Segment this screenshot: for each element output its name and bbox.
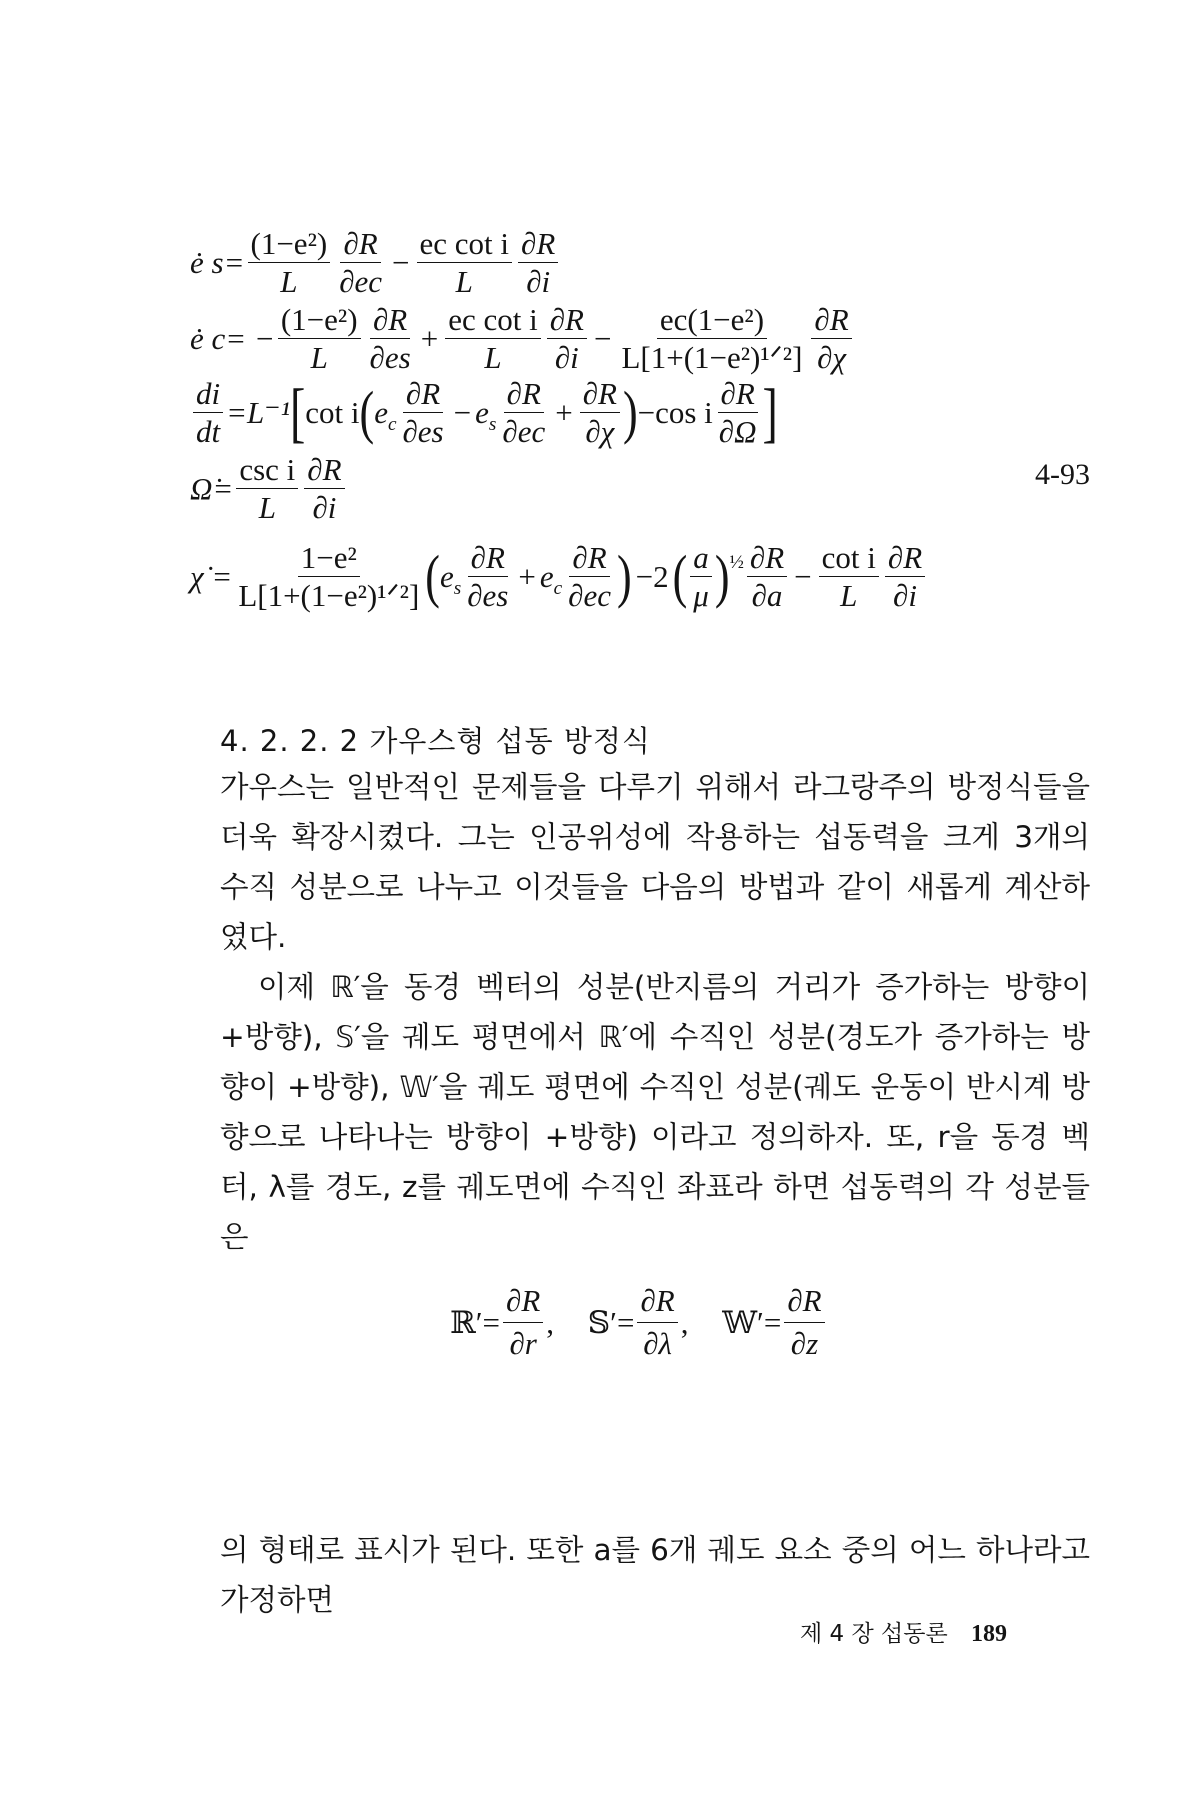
equation-chi-dot: χ̇ = $\frac{\text{1−e²}}{\text{L[1+(1−e²)¹ᐟ²]}}$ ( $e_s$ $\frac{\partial R}{\partial es}$ + $e_c$ $\frac{\partial R}{\partial ec}$ ) −2 ( $\frac{a}{\mu}$ ) $^{\frac{1}{2}}$ $\frac{\partial R}{\partial a}$ − $\frac{\text{cot i}}{L}$ $\frac{\partial R}{\partial i}$ (190, 542, 928, 611)
eq-chi-f-num: ∂R (885, 542, 925, 577)
section-title: 4. 2. 2. 2 가우스형 섭동 방정식 (220, 724, 651, 758)
eq-chi-a-den: ∂es (467, 578, 509, 613)
eq-ec-lhs: ė c= − (190, 321, 275, 356)
eq-es-t1-den: L (280, 264, 298, 299)
eq-chi-e-den: L (840, 578, 858, 613)
eq-di-rhs-start: =L⁻¹ (226, 395, 290, 430)
equation-ec-dot: ė c= − $\frac{\text{(1−e²)}}{L}$ $\frac{\partial R}{\partial es}$ + $\frac{\text{ec cot i}}{L}$ $\frac{\partial R}{\partial i}$ − $\frac{\text{ec(1−e²)}}{\text{L[1+(1−e²)¹ᐟ²]}}$ $\frac{\partial R}{\partial\chi}$ (190, 304, 855, 373)
eq-chi-t-den: L[1+(1−e²)¹ᐟ²] (238, 578, 420, 613)
eq-ec-t3-num: ec(1−e²) (657, 304, 767, 339)
comp-r-num: ∂R (503, 1283, 543, 1323)
paragraph-1: 가우스는 일반적인 문제들을 다루기 위해서 라그랑주의 방정식들을 더욱 확장시켰다. 그는 인공위성에 작용하는 섭동력을 크게 3개의 수직 성분으로 나누고 이것들을 다음의 방법과 같이 새롭게 계산하였다. (220, 770, 1090, 954)
eq-chi-lhs: χ̇ = (190, 559, 233, 594)
eq-di-cot: cot i (305, 395, 360, 430)
eq-chi-f-den: ∂i (893, 578, 917, 613)
eq-omega-d-num: ∂R (304, 454, 344, 489)
eq-es-t1-num: (1−e²) (248, 228, 331, 263)
comp-w-lhs: 𝕎′= (722, 1304, 782, 1340)
paragraph-3: 의 형태로 표시가 된다. 또한 a를 6개 궤도 요소 중의 어느 하나라고 가정하면 (220, 1533, 1090, 1617)
equation-omega-dot (190, 454, 348, 523)
comp-r-lhs: ℝ′= (450, 1304, 501, 1340)
eq-ec-t1-den: L (310, 340, 328, 375)
eq-chi-mu-den: μ (693, 578, 709, 613)
eq-ec-t3-den: L[1+(1−e²)¹ᐟ²] (621, 340, 803, 375)
eq-ec-d3-den: ∂χ (817, 340, 847, 375)
eq-di-a-num: ∂R (403, 378, 443, 413)
comp-w-num: ∂R (784, 1283, 824, 1323)
eq-ec-d1-den: ∂es (369, 340, 411, 375)
eq-omega-d-den: ∂i (312, 490, 337, 525)
eq-es-d2-den: ∂i (526, 264, 551, 299)
eq-es-d2-num: ∂R (518, 228, 558, 263)
chapter-label: 제 4 장 섭동론 (800, 1621, 948, 1647)
comp-w-den: ∂z (790, 1326, 819, 1361)
eq-ec-d2-den: ∂i (554, 340, 579, 375)
eq-chi-a-num: ∂R (468, 542, 508, 577)
equation-number: 4-93 (1035, 458, 1090, 491)
eq-ec-d3-num: ∂R (811, 304, 851, 339)
eq-di-lhs-den: dt (196, 414, 221, 449)
comp-s-num: ∂R (637, 1283, 677, 1323)
eq-chi-mu-num: a (690, 542, 712, 577)
eq-di-cos: −cos i (637, 395, 713, 430)
eq-es-t2-num: ec cot i (417, 228, 513, 263)
eq-ec-t2-num: ec cot i (445, 304, 541, 339)
eq-ec-d1-num: ∂R (370, 304, 410, 339)
equation-di-dt: $\frac{di}{dt}$ =L⁻¹ [ cot i ( $e_c$ $\frac{\partial R}{\partial es}$ − $e_s$ $\frac{\partial R}{\partial ec}$ + $\frac{\partial R}{\partial\chi}$ ) −cos i $\frac{\partial R}{\partial\Omega}$ ] (190, 378, 778, 447)
eq-chi-c-den: ∂a (751, 578, 783, 613)
eq-di-lhs-num: di (193, 378, 223, 413)
eq-ec-d2-num: ∂R (547, 304, 587, 339)
comp-r-den: ∂r (509, 1326, 537, 1361)
eq-omega-t-den: L (258, 490, 276, 525)
eq-di-b-num: ∂R (504, 378, 544, 413)
eq-chi-c-num: ∂R (747, 542, 787, 577)
eq-omega-t-num: csc i (236, 454, 298, 489)
eq-di-d-den: ∂Ω (718, 414, 757, 449)
eq-es-d1-num: ∂R (340, 228, 380, 263)
eq-omega-lhs: Ω̇= (190, 471, 234, 506)
eq-chi-b-num: ∂R (569, 542, 609, 577)
eq-chi-b-den: ∂ec (568, 578, 611, 613)
comp-s-den: ∂λ (643, 1326, 672, 1361)
paragraph-2: 이제 ℝ′을 동경 벡터의 성분(반지름의 거리가 증가하는 방향이 +방향), 𝕊′을 궤도 평면에서 ℝ′에 수직인 성분(경도가 증가하는 방향이 +방향), 𝕎′을 궤도 평면에 수직인 성분(궤도 운동이 반시계 방향으로 나타나는 방향이 +방향) 이라고 정의하자. 또, r을 동경 벡터, λ를 경도, z를 궤도면에 수직인 좌표라 하면 섭동력의 각 성분들은 (220, 970, 1090, 1254)
eq-di-b-den: ∂ec (502, 414, 546, 449)
eq-di-d-num: ∂R (718, 378, 758, 413)
eq-di-c-num: ∂R (580, 378, 620, 413)
eq-es-d1-den: ∂ec (339, 264, 383, 299)
eq-chi-t-num: 1−e² (298, 542, 360, 577)
eq-ec-t1-num: (1−e²) (278, 304, 361, 339)
eq-ec-t2-den: L (484, 340, 502, 375)
equation-es-dot: ė s= $\frac{\text{(1−e²)}}{L}$ $\frac{\partial R}{\partial ec}$ − $\frac{\text{ec cot i}}{L}$ $\frac{\partial R}{\partial i}$ (190, 228, 561, 297)
eq-di-a-den: ∂es (402, 414, 444, 449)
eq-chi-e-num: cot i (819, 542, 879, 577)
eq-di-c-den: ∂χ (585, 414, 615, 449)
comp-s-lhs: 𝕊′= (587, 1304, 635, 1340)
eq-es-lhs: ė s= (190, 245, 245, 280)
page-number: 189 (970, 1621, 1007, 1647)
eq-es-t2-den: L (455, 264, 473, 299)
perturbation-components: ℝ′= $\frac{\partial R}{\partial r}$ , 𝕊′= $\frac{\partial R}{\partial\lambda}$ , 𝕎′= $\frac{\partial R}{\partial z}$ (450, 1283, 854, 1362)
page-footer (800, 1615, 1007, 1648)
